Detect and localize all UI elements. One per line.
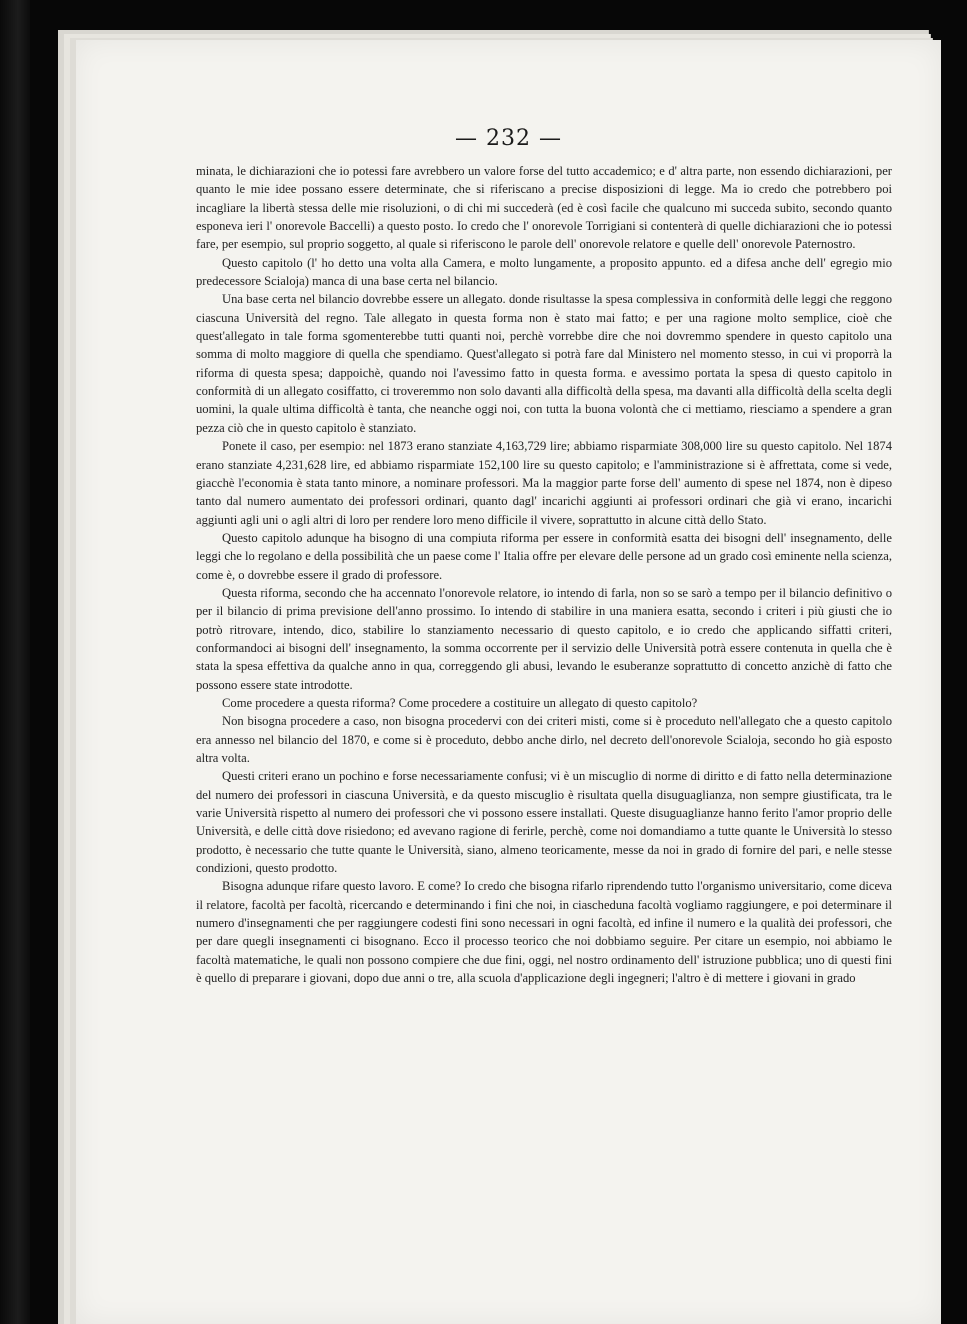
paragraph: Questo capitolo adunque ha bisogno di una compiuta riforma per essere in conformità esatta dei bisogni dell' insegnamento, delle leggi che lo regolano e della possibilità che un paese come l' Italia offre per elevare delle persone ad un grado così eminente nella scienza, come è, o dovrebbe essere il grado di professore.	[196, 530, 892, 582]
paragraph: Questa riforma, secondo che ha accennato l'onorevole relatore, io intendo di farla, non so se sarò a tempo per il bilancio definitivo o per il bilancio di prima previsione dell'anno prossimo. Io intendo di stabilire in una maniera esatta, secondo i criteri i più giusti che io potrò ritrovare, intendo, dico, stabilire lo stanziamento necessario di questo capitolo, e io credo che applicando siffatti criteri, conformandoci ai bisogni dell' insegnamento, la somma occorrente per il servizio delle Università potrà essere contenuta in quella che è stata la spesa effettiva da qualche anno in qua, correggendo gli abusi, levando le esuberanze soprattutto di concetto anzichè di fatto che possono essere state introdotte.	[196, 585, 892, 692]
paragraph: Non bisogna procedere a caso, non bisogna procedervi con dei criteri misti, come si è proceduto nell'allegato che a questo capitolo era annesso nel bilancio del 1870, e come si è proceduto, debbo anche dirlo, nel decreto dell'onorevole Scialoja, secondo ho già esposto altra volta.	[196, 714, 892, 765]
paragraph: minata, le dichiarazioni che io potessi fare avrebbero un valore forse del tutto accademico; e d' altra parte, non essendo dichiarazioni, per quanto le mie idee possano essere determinate, che si riferiscano a precise disposizioni di legge. Ma io credo che potrebbero poi incagliare la libertà stessa delle mie risoluzioni, o di chi mi succederà (ed è così facile che qualcuno mi succeda subito, secondo quanto esponeva ieri l' onorevole Baccelli) a questo posto. Io credo che l' onorevole Torrigiani si contenterà di quelle dichiarazioni che io potessi fare, per esempio, sul proprio soggetto, al quale si riferiscono le parole dell' onorevole relatore e quelle dell' onorevole Paternostro.	[196, 164, 892, 252]
paragraph: Bisogna adunque rifare questo lavoro. E come? Io credo che bisogna rifarlo riprendendo tutto l'organismo universitario, come diceva il relatore, facoltà per facoltà, ricercando e determinando i fini che noi, in ciascheduna facoltà vogliamo raggiungere, e poi determinare il numero d'insegnamenti che per raggiungere codesti fini sono necessari in ogni facoltà, ed infine il numero e la qualità dei professori, che per dare quegli insegnamenti ci bisognano. Ecco il processo teorico che noi dobbiamo seguire. Per citare un esempio, noi abbiamo le facoltà matematiche, le quali non possono compiere che due fini, oggi, nel nostro ordinamento dell' istruzione pubblica; uno di questi fini è quello di preparare i giovani, dopo due anni o tre, alla scuola d'applicazione degli ingegneri; l'altro è di mettere i giovani in grado	[196, 879, 892, 986]
paragraph: Questo capitolo (l' ho detto una volta alla Camera, e molto lungamente, a proposito appunto. ed a difesa anche dell' egregio mio predecessore Scialoja) manca di una base certa nel bilancio.	[196, 255, 892, 289]
paragraph: Come procedere a questa riforma? Come procedere a costituire un allegato di questo capitolo?	[222, 695, 698, 710]
body-text	[196, 162, 892, 987]
document-page	[76, 40, 941, 1324]
paragraph: Una base certa nel bilancio dovrebbe essere un allegato. donde risultasse la spesa complessiva in conformità delle leggi che reggono ciascuna Università del regno. Tale allegato in questa forma non è stato mai fatto; e per una ragione molto semplice, cioè che quest'allegato in tale forma sgomenterebbe tutti quanti noi, perchè vorrebbe dire che noi dovremmo spendere in questo capitolo una somma di molto maggiore di quella che spendiamo. Quest'allegato si potrà fare dal Ministero nel momento stesso, in cui vi proporrà la riforma di questa spesa; dappoichè, quando noi l'avessimo fatto in questa forma. e avessimo portata la spesa di questo capitolo in conformità di un allegato cosiffatto, ci troveremmo non solo davanti alla difficoltà della spesa, ma davanti alla difficoltà della scelta degli uomini, la quale ultima difficoltà è tanta, che neanche oggi noi, con tutta la buona volontà che ci mettiamo, riesciamo a spendere a gran pezza ciò che in questo capitolo è stanziato.	[196, 292, 892, 435]
scan-edge-band	[0, 0, 30, 1324]
paragraph: Ponete il caso, per esempio: nel 1873 erano stanziate 4,163,729 lire; abbiamo risparmiate 308,000 lire su questo capitolo. Nel 1874 erano stanziate 4,231,628 lire, ed abbiamo risparmiate 152,100 lire su questo capitolo; e l'amministrazione si è affrettata, come si vede, giacchè l'economia è stata tanto minore, a nominare professori. Ma la maggior parte forse dell' aumento di spese nel 1874, non è dipeso tanto dal numero aumentato dei professori ordinari, quanto dagl' incarichi aggiunti ai professori ordinari che già vi erano, incarichi aggiunti agli uni o agli altri di loro per rendere loro meno difficile il vivere, soprattutto in alcune città dello Stato.	[196, 439, 892, 527]
page-number: — 232 —	[455, 126, 562, 151]
paragraph: Questi criteri erano un pochino e forse necessariamente confusi; vi è un miscuglio di norme di diritto e di fatto nella determinazione del numero dei professori in ciascuna Università, e da questo miscuglio è risultata quella disuguaglianza, non sempre giustificata, tra le varie Università rispetto al numero dei professori che vi possono essere installati. Queste disuguaglianze hanno ferito l'amor proprio delle Università, e delle città dove risiedono; ed avevano ragione di ferirle, perchè, come noi domandiamo a tutte quante le Università lo stesso prodotto, è necessario che tutte quante le Università, siano, almeno teoricamente, messe da noi in grado di fornire del pari, e nelle stesse condizioni, questo prodotto.	[196, 769, 892, 876]
